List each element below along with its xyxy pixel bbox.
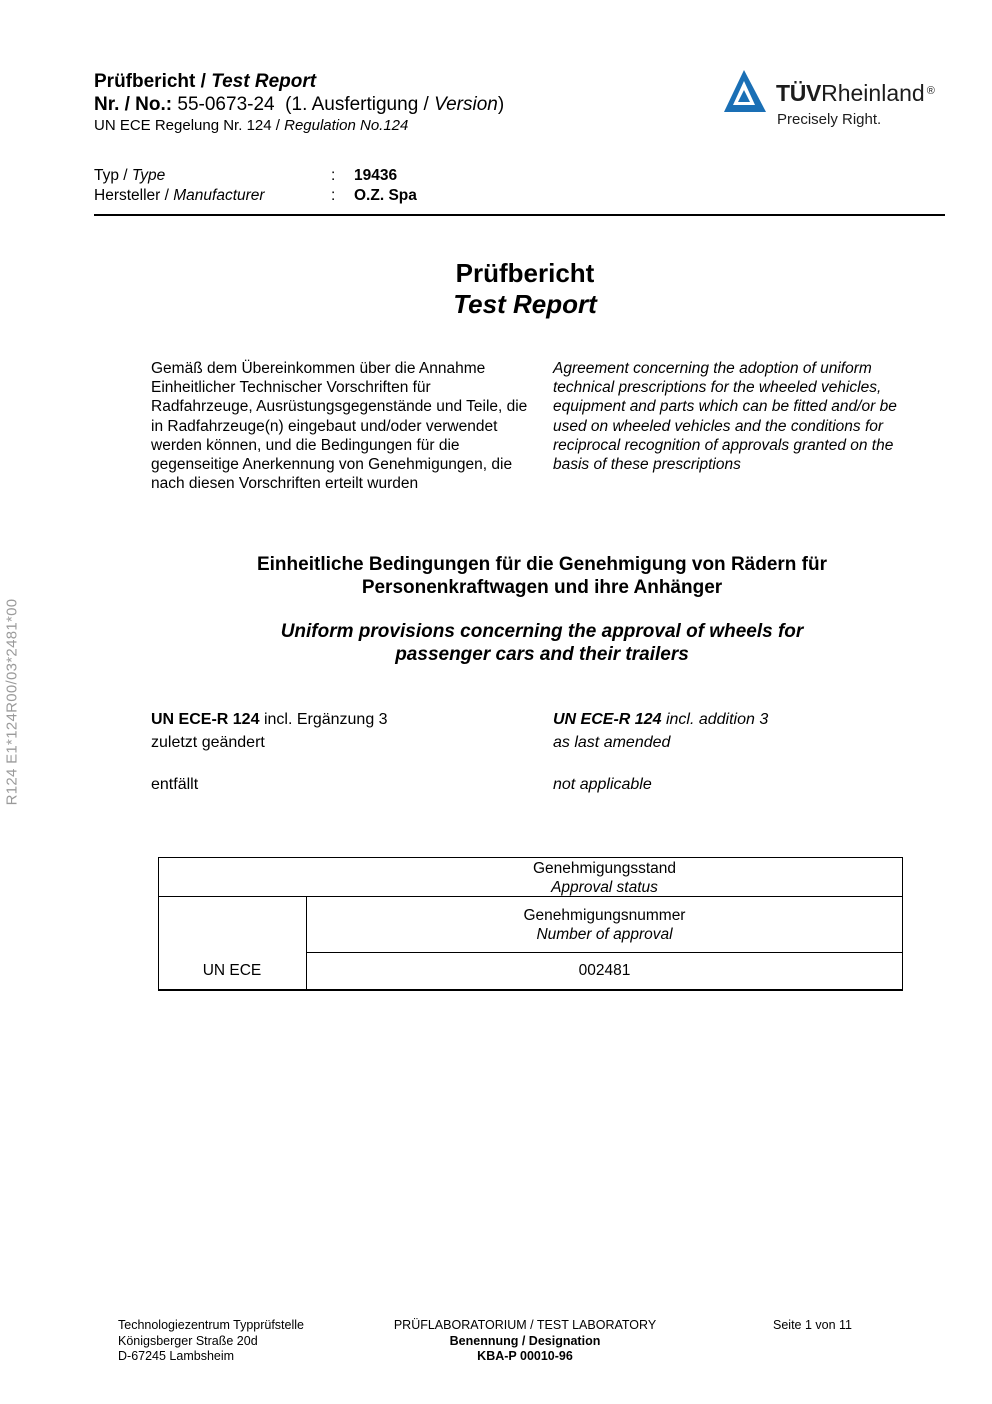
report-number-value: 55-0673-24 bbox=[177, 94, 275, 115]
page-title-de: Prüfbericht bbox=[455, 258, 595, 288]
report-number-label: Nr. / No.: bbox=[94, 94, 173, 115]
approval-status-table bbox=[158, 857, 903, 990]
approval-number-header bbox=[306, 906, 903, 944]
meta-manufacturer-label-en: Manufacturer bbox=[173, 187, 265, 204]
meta-type-label-de: Typ / bbox=[94, 167, 128, 184]
approval-number-de: Genehmigungsnummer bbox=[523, 907, 686, 924]
footer-lab-designation-value: KBA-P 00010-96 bbox=[477, 1349, 573, 1363]
report-version-en: Version bbox=[434, 94, 498, 115]
approval-status-en: Approval status bbox=[551, 879, 658, 896]
table-border-bottom bbox=[158, 989, 903, 991]
page-title bbox=[0, 258, 992, 320]
registered-mark: ® bbox=[926, 85, 935, 97]
footer-address bbox=[118, 1318, 304, 1365]
approval-number-en: Number of approval bbox=[536, 926, 673, 943]
regulation-code-en-name: UN ECE-R 124 bbox=[553, 711, 662, 728]
approval-row-label: UN ECE bbox=[202, 962, 262, 979]
meta-type-colon: : bbox=[331, 167, 336, 184]
regulation-incl-de: incl. Ergänzung 3 bbox=[263, 711, 388, 728]
meta-manufacturer-label bbox=[94, 186, 265, 205]
meta-manufacturer-label-de: Hersteller / bbox=[94, 187, 169, 204]
subtitle-de-line1: Einheitliche Bedingungen für die Genehmigung von Rädern für bbox=[256, 554, 828, 575]
report-heading-slash: / bbox=[200, 71, 206, 92]
regulation-na-de: entfällt bbox=[151, 776, 199, 793]
regulation-en: Regulation No.124 bbox=[284, 117, 409, 134]
agreement-text-en: Agreement concerning the adoption of uniform technical prescriptions for the wheeled vehicles, equipment and parts which can be fitted and/or be used on wheeled vehicles and the conditions for reciprocal recognition of approvals granted on the basis of these prescriptions bbox=[553, 360, 897, 474]
tuv-triangle-icon bbox=[724, 68, 770, 114]
footer-lab-designation-label: Benennung / Designation bbox=[449, 1333, 601, 1348]
approval-status-header bbox=[306, 859, 903, 897]
regulation-code-de bbox=[151, 710, 388, 730]
report-heading bbox=[94, 71, 316, 93]
regulation-line bbox=[94, 117, 408, 135]
approval-status-de: Genehmigungsstand bbox=[532, 860, 677, 877]
report-heading-en: Test Report bbox=[211, 71, 317, 92]
footer-address-line2: Königsberger Straße 20d bbox=[118, 1333, 258, 1348]
subtitle-de-line2: Personenkraftwagen und ihre Anhänger bbox=[361, 577, 723, 598]
subtitle-de bbox=[0, 553, 992, 599]
meta-manufacturer-colon: : bbox=[331, 187, 336, 204]
report-number-line bbox=[94, 94, 504, 116]
footer-laboratory bbox=[375, 1318, 675, 1365]
logo-brand-rest: Rheinland bbox=[821, 80, 925, 106]
regulation-incl-en: incl. addition 3 bbox=[665, 711, 769, 728]
agreement-text-de: Gemäß dem Übereinkommen über die Annahme Einheitlicher Technischer Vorschriften für Radfahrzeuge, Ausrüstungsgegenstände und Teile, die in Radfahrzeuge(n) eingebaut und/oder verwendet werden können, und die Bedingungen für die gegenseitige Anerkennung von Genehmigungen, die nach diesen Vorschriften erteilt wurden bbox=[151, 360, 528, 493]
regulation-de: UN ECE Regelung Nr. 124 / bbox=[94, 117, 280, 134]
subtitle-en-line1: Uniform provisions concerning the approval of wheels for bbox=[280, 621, 804, 642]
meta-type-label bbox=[94, 166, 165, 185]
logo-brand bbox=[776, 80, 935, 106]
subtitle-en bbox=[0, 620, 992, 666]
meta-manufacturer-value: O.Z. Spa bbox=[354, 187, 417, 204]
report-version-close: ) bbox=[497, 94, 505, 115]
footer-lab-title: PRÜFLABORATORIUM / TEST LABORATORY bbox=[393, 1318, 657, 1332]
table-divider-row bbox=[306, 952, 903, 953]
logo-claim: Precisely Right. bbox=[777, 111, 882, 128]
page-number: Seite 1 von 11 bbox=[773, 1318, 852, 1332]
page-title-en: Test Report bbox=[453, 289, 597, 319]
footer-address-line3: D-67245 Lambsheim bbox=[118, 1349, 235, 1363]
approval-row-value: 002481 bbox=[578, 962, 631, 979]
regulation-amended-en: as last amended bbox=[553, 734, 671, 751]
side-document-code-text: R124 E1*124R00/03*2481*00 bbox=[3, 598, 21, 806]
footer-address-line1: Technologiezentrum Typprüfstelle bbox=[118, 1318, 304, 1332]
report-heading-de: Prüfbericht bbox=[94, 71, 196, 92]
subtitle-en-line2: passenger cars and their trailers bbox=[395, 644, 689, 665]
tuv-logo bbox=[724, 68, 954, 134]
logo-brand-bold: TÜV bbox=[776, 80, 822, 106]
header-divider bbox=[94, 214, 945, 216]
meta-type-value: 19436 bbox=[354, 167, 398, 184]
report-version-de: (1. Ausfertigung / bbox=[285, 94, 429, 115]
table-border-top bbox=[158, 857, 903, 858]
regulation-code-de-name: UN ECE-R 124 bbox=[151, 711, 260, 728]
regulation-amended-de: zuletzt geändert bbox=[151, 734, 265, 751]
regulation-code-en bbox=[553, 710, 768, 730]
regulation-na-en: not applicable bbox=[553, 776, 652, 793]
meta-type-label-en: Type bbox=[131, 167, 166, 184]
